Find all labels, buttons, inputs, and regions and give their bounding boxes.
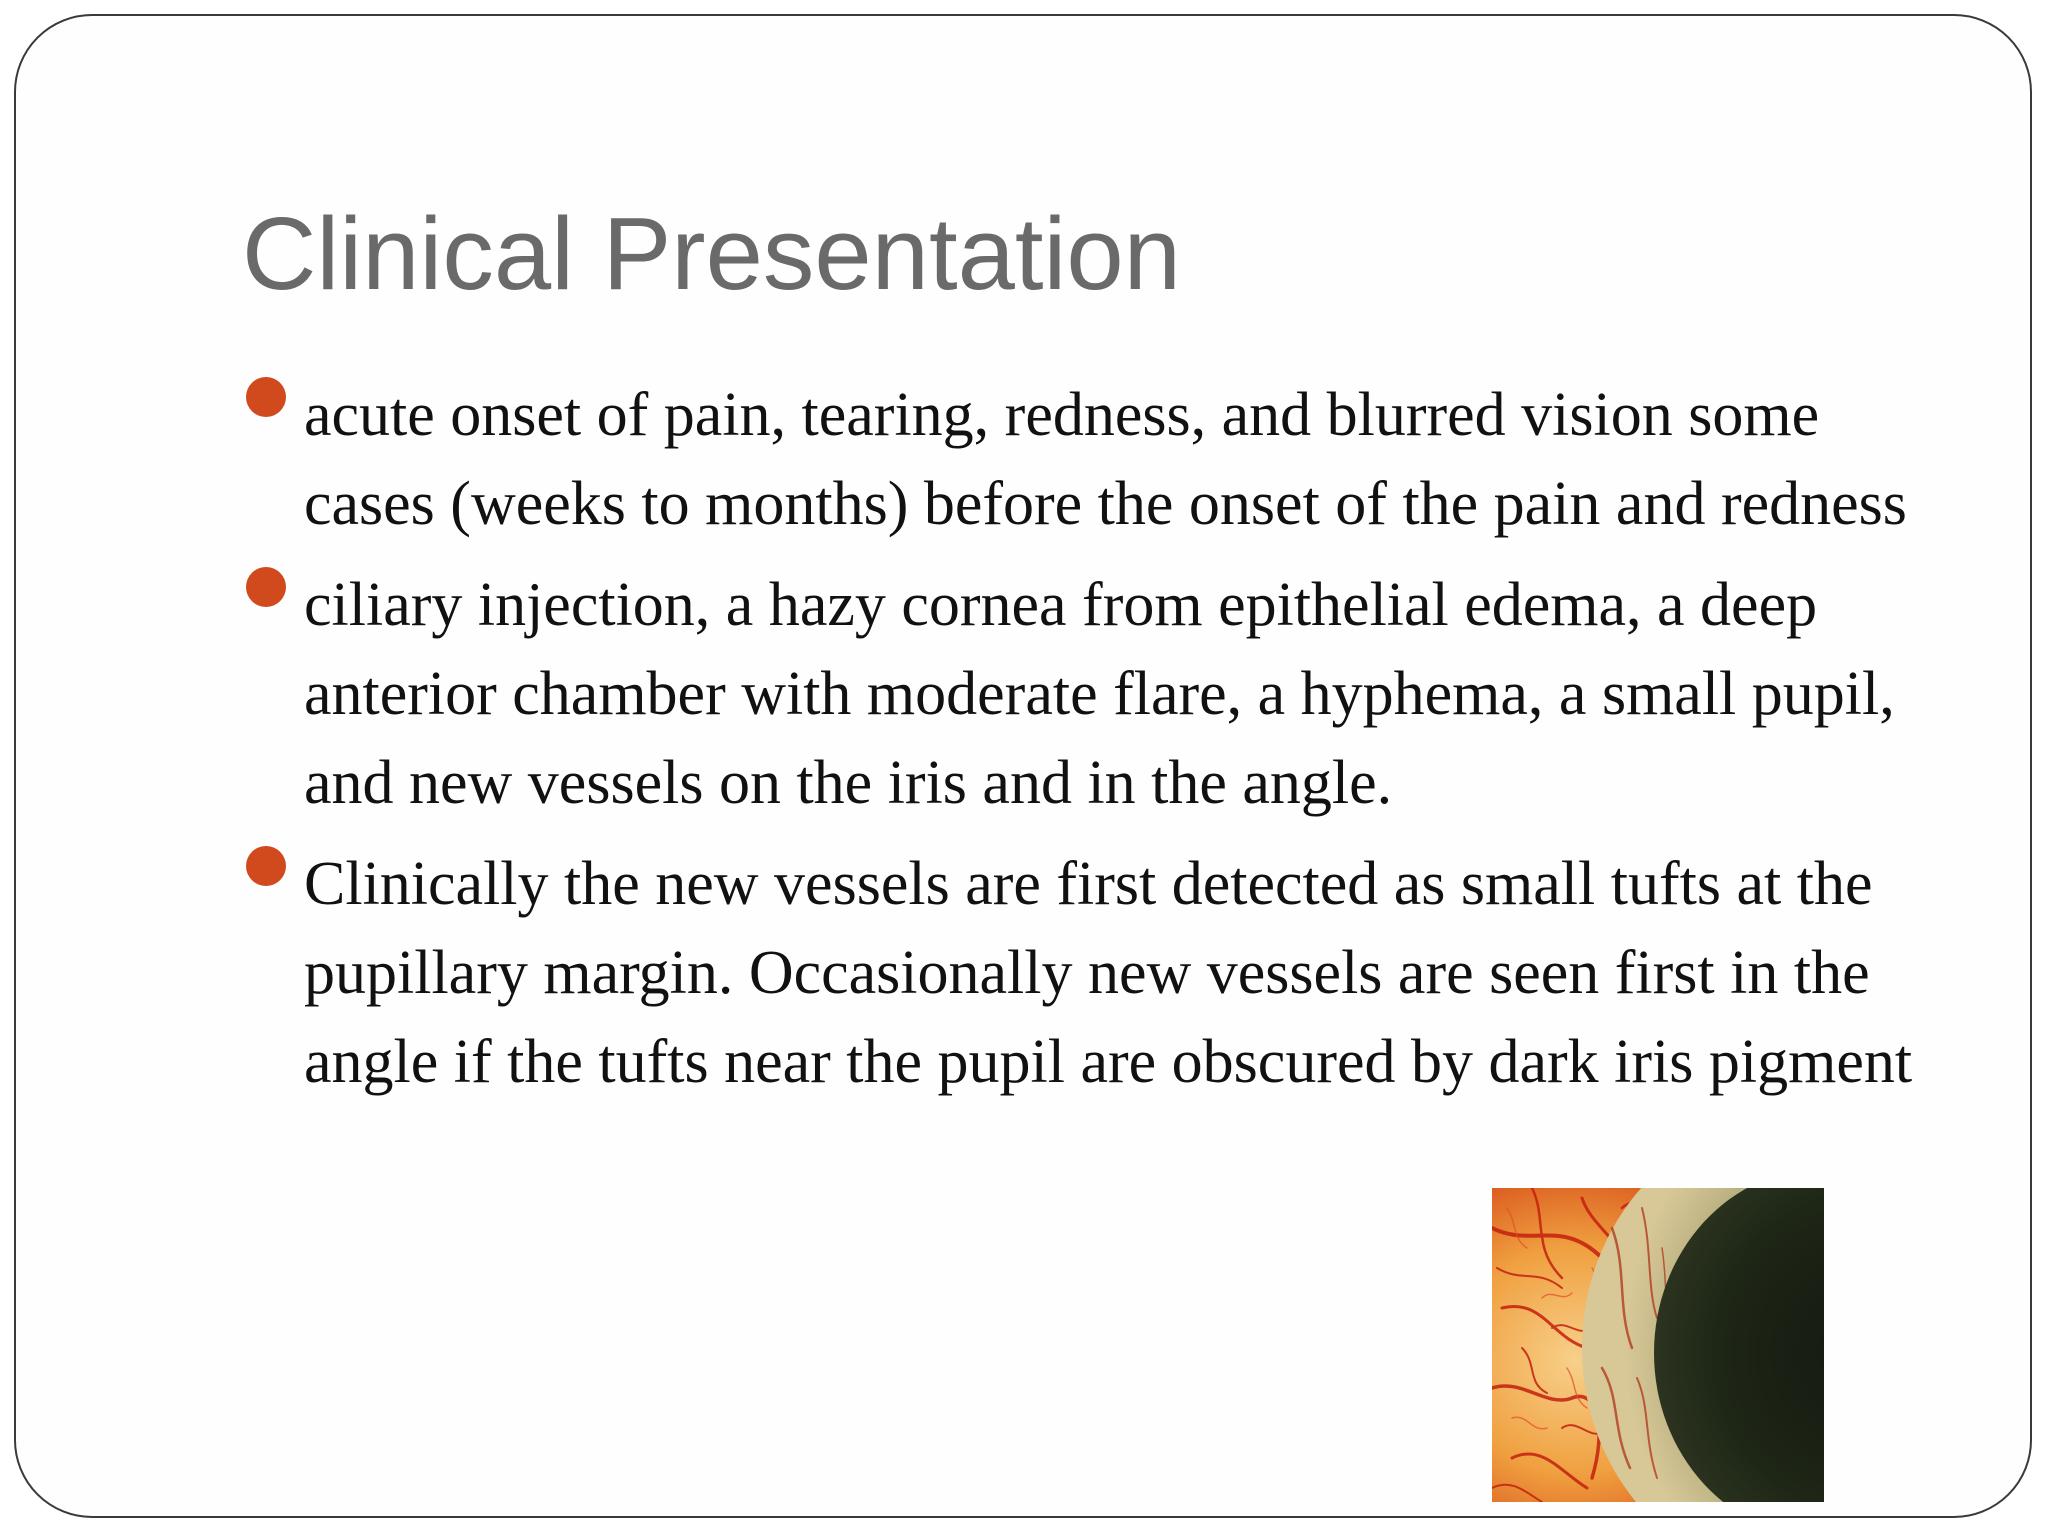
bullet-item-2 <box>242 561 1962 828</box>
bullet-text-3: Clinically the new vessels are first detected as small tufts at the pupillary margin. Occasionally new vessels are seen first in the angle if the tufts near the pupil are obscured by dark iris pigment <box>304 850 1913 1096</box>
bullet-dot-icon <box>246 567 286 607</box>
eye-iris-photo-icon <box>1492 1188 1824 1502</box>
bullet-dot-icon <box>246 846 286 886</box>
bullet-item-1 <box>242 371 1962 549</box>
bullet-item-3 <box>242 840 1962 1107</box>
slide-frame <box>14 14 2032 1518</box>
slide-title: Clinical Presentation <box>242 196 1181 311</box>
bullet-text-2: ciliary injection, a hazy cornea from epithelial edema, a deep anterior chamber with moderate flare, a hyphema, a small pupil, and new vessels on the iris and in the angle. <box>304 571 1895 817</box>
bullet-text-1: acute onset of pain, tearing, redness, and blurred vision some cases (weeks to months) before the onset of the pain and redness <box>304 381 1907 538</box>
bullet-dot-icon <box>246 377 286 417</box>
bullet-list <box>242 371 1962 1119</box>
